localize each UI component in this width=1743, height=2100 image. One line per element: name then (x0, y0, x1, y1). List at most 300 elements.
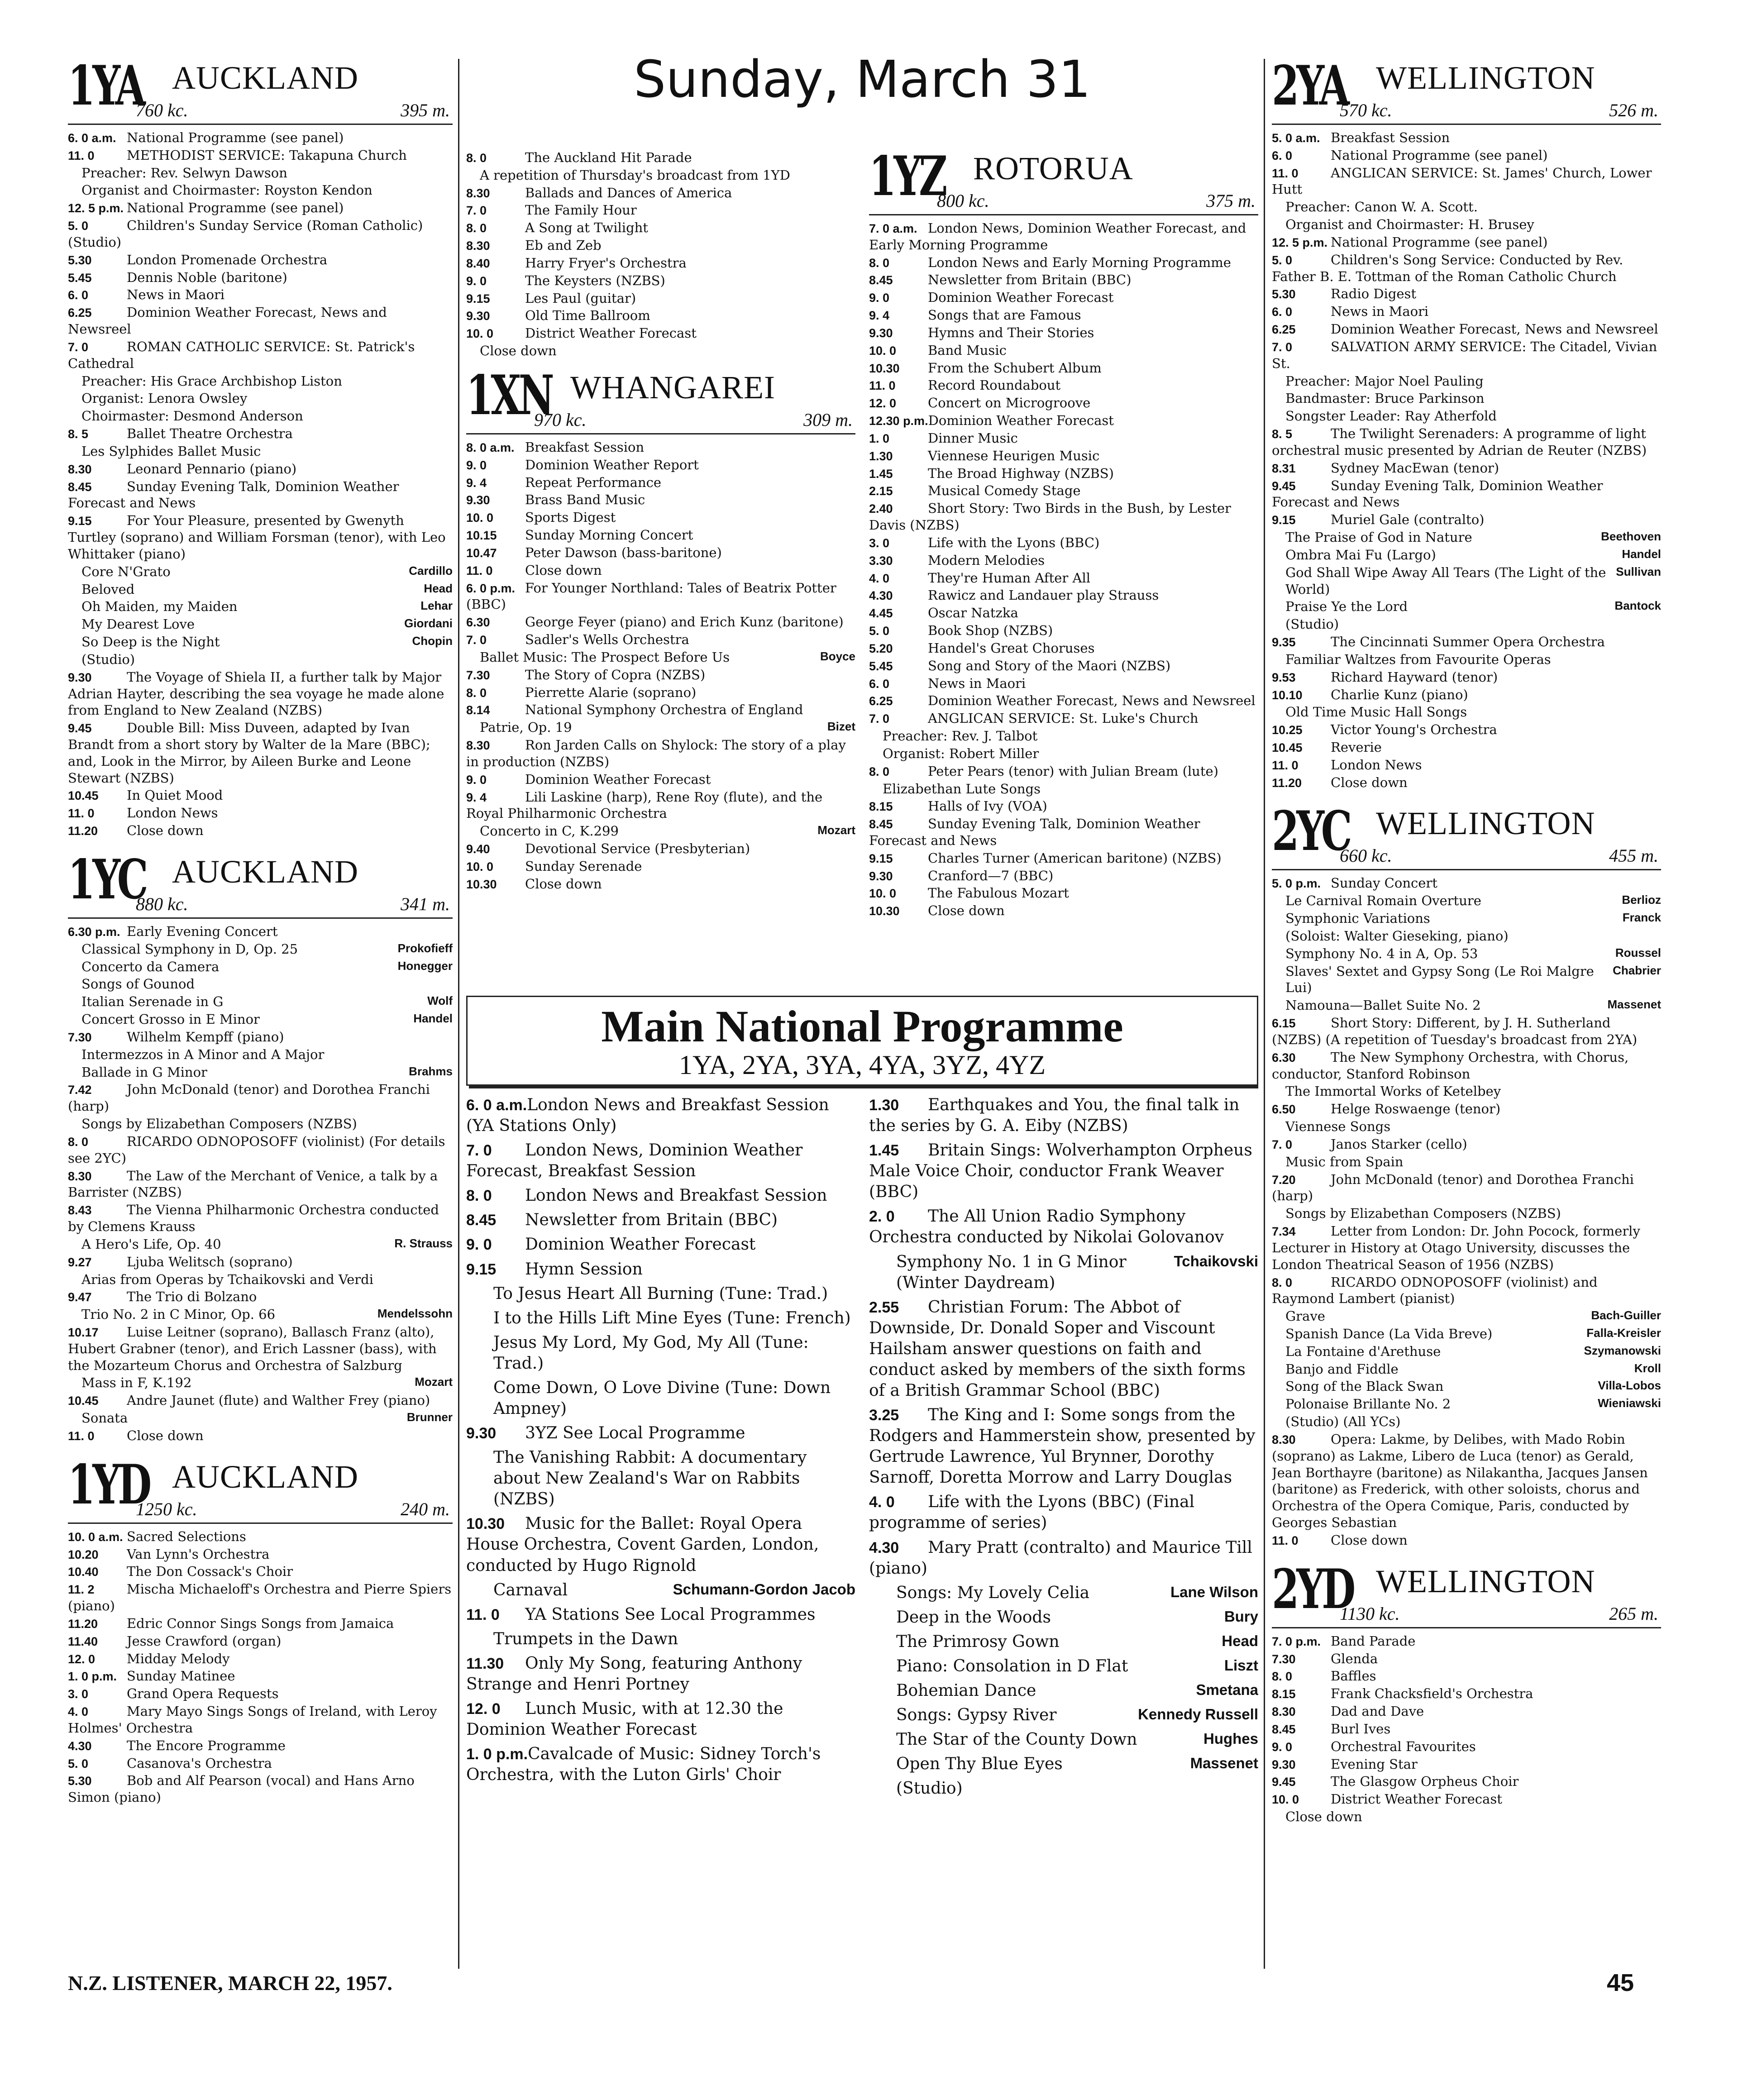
programme-entry (869, 500, 1258, 534)
programme-entry (466, 1284, 855, 1304)
entry-text: Classical Symphony in D, Op. 25 (81, 941, 298, 957)
entry-text: Earthquakes and You, the final talk in the series by G. A. Eiby (NZBS) (869, 1096, 1240, 1136)
entry-text: Evening Star (1331, 1756, 1418, 1772)
programme-entry (869, 745, 1258, 762)
programme-entry (1272, 1154, 1661, 1170)
programme-entry (869, 1297, 1258, 1401)
entry-text: Come Down, O Love Divine (Tune: Down Ampney) (493, 1378, 831, 1418)
programme-entry (869, 1754, 1258, 1775)
entry-composer: Smetana (1196, 1681, 1258, 1699)
entry-text: London News (127, 805, 218, 821)
programme-entry (869, 395, 1258, 411)
entry-text: Open Thy Blue Eyes (896, 1755, 1063, 1774)
programme-entry (869, 868, 1258, 884)
entry-text: The Family Hour (525, 202, 637, 218)
entry-composer: Massenet (1607, 998, 1661, 1012)
mnp-right-column (869, 1095, 1258, 1803)
column-rule (1264, 59, 1265, 1969)
entry-text: Italian Serenade in G (81, 994, 224, 1010)
programme-entry (68, 200, 453, 216)
entry-time: 8. 5 (68, 427, 89, 441)
entry-time: 1.30 (869, 1097, 899, 1114)
station-s1yd (68, 1452, 453, 1806)
programme-entry (466, 771, 855, 788)
programme-entry (466, 1185, 855, 1206)
programme-entry (869, 465, 1258, 482)
entry-text: Carnaval (493, 1580, 568, 1599)
entry-composer: Hughes (1203, 1730, 1258, 1747)
entry-time: 10.17 (68, 1326, 99, 1339)
programme-entry (869, 412, 1258, 429)
entry-text: Song and Story of the Maori (NZBS) (928, 658, 1171, 673)
entry-text: National Programme (see panel) (1331, 234, 1548, 250)
programme-entry (1272, 1703, 1661, 1720)
entry-text: Ballet Theatre Orchestra (127, 426, 293, 442)
entry-time: 11.20 (1272, 776, 1302, 790)
programme-entry (466, 167, 855, 184)
mnp-title: Main National Programme (601, 1001, 1123, 1051)
entry-time: 9.15 (466, 291, 490, 305)
station-call-sign: 1XN (466, 363, 552, 427)
entry-time: 8. 0 (869, 256, 890, 270)
programme-entry (466, 737, 855, 770)
programme-entry (68, 373, 453, 390)
entry-text: Close down (525, 562, 602, 578)
station-wavelength: 395 m. (401, 100, 450, 120)
entry-text: The Keysters (NZBS) (525, 272, 665, 288)
entry-time: 10. 0 (466, 511, 494, 525)
entry-composer: Szymanowski (1584, 1343, 1661, 1357)
entry-text: London News and Early Morning Programme (928, 254, 1231, 270)
entry-text: Close down (127, 1427, 204, 1443)
entry-text: To Jesus Heart All Burning (Tune: Trad.) (493, 1284, 828, 1303)
footer-page-number: 45 (1607, 1969, 1634, 1996)
programme-entry (68, 1668, 453, 1685)
programme-entry (1272, 252, 1661, 285)
entry-text: Old Time Ballroom (525, 308, 650, 324)
entry-text: Sunday Evening Talk, Dominion Weather Forecast and News (869, 816, 1200, 848)
entry-time: 4.30 (869, 1539, 899, 1556)
programme-entry (68, 1306, 453, 1323)
entry-time: 10.15 (466, 529, 497, 543)
entry-time: 5. 0 (1272, 253, 1293, 267)
entry-text: Grave (1285, 1308, 1325, 1324)
entry-time: 6. 0 p.m. (466, 581, 516, 595)
entry-text: Hymns and Their Stories (928, 325, 1094, 340)
entry-time: 11. 0 (68, 1429, 95, 1443)
entry-time: 7. 0 (1272, 340, 1293, 354)
entry-text: ANGLICAN SERVICE: St. James' Church, Lower Hutt (1272, 165, 1652, 197)
programme-entry (1272, 1413, 1661, 1430)
programme-entry (466, 876, 855, 892)
entry-time: 10. 0 a.m. (68, 1530, 123, 1544)
entry-text: Life with the Lyons (BBC) (928, 535, 1100, 550)
entry-text: Trio No. 2 in C Minor, Op. 66 (81, 1307, 276, 1322)
programme-entry (68, 1324, 453, 1374)
entry-time: 7. 0 (466, 1142, 492, 1160)
entry-time: 7.42 (68, 1083, 92, 1097)
entry-time: 8. 0 (68, 1135, 89, 1149)
entry-text: The New Symphony Orchestra, with Chorus, conductor, Stanford Robinson (1272, 1049, 1629, 1082)
station-frequency: 970 kc. (534, 409, 587, 430)
programme-entry (1272, 1136, 1661, 1153)
entry-time: 3. 0 (869, 536, 890, 550)
entry-text: Devotional Service (Presbyterian) (525, 840, 750, 856)
programme-entry (1272, 1343, 1661, 1360)
entry-time: 11.30 (466, 1655, 504, 1672)
entry-text: Charles Turner (American baritone) (NZBS) (928, 850, 1222, 866)
entry-text: The Voyage of Shiela II, a further talk by Major Adrian Hayter, describing the sea voyage he made alone from England to New Zealand (NZBS) (68, 669, 444, 718)
entry-time: 9. 0 (466, 274, 487, 288)
entry-time: 3. 0 (68, 1687, 89, 1701)
entry-text: A repetition of Thursday's broadcast from 1YD (480, 167, 790, 183)
entry-text: Familiar Waltzes from Favourite Operas (1285, 651, 1551, 667)
programme-entry (869, 658, 1258, 674)
entry-time: 9. 4 (869, 309, 890, 323)
programme-entry (1272, 739, 1661, 756)
entry-text: Luise Leitner (soprano), Ballasch Franz (alto), Hubert Grabner (tenor), and Erich Lassner (bass), with the Mozarteum Chorus and Orchestra of Salzburg (68, 1324, 437, 1373)
entry-composer: Giordani (404, 616, 453, 630)
entry-composer: Boyce (820, 649, 855, 663)
entry-text: National Programme (see panel) (127, 200, 344, 216)
station-rule (1272, 869, 1661, 870)
entry-time: 6.25 (1272, 323, 1296, 337)
entry-time: 9. 4 (466, 476, 487, 490)
entry-text: Intermezzos in A Minor and A Major (81, 1046, 325, 1062)
programme-entry (466, 823, 855, 840)
station-rule (869, 214, 1258, 215)
entry-text: Songs: Gypsy River (896, 1706, 1057, 1725)
entry-text: Dominion Weather Forecast (928, 290, 1114, 305)
entry-time: 11.40 (68, 1634, 98, 1648)
entry-text: Bohemian Dance (896, 1681, 1036, 1700)
programme-entry (68, 1064, 453, 1081)
entry-composer: Wolf (427, 994, 453, 1008)
entry-time: 9.30 (869, 326, 893, 340)
entry-text: From the Schubert Album (928, 360, 1102, 376)
programme-entry (869, 798, 1258, 815)
entry-text: Mary Mayo Sings Songs of Ireland, with Leroy Holmes' Orchestra (68, 1704, 437, 1736)
programme-entry (869, 360, 1258, 377)
entry-time: 5.30 (68, 253, 92, 267)
entry-text: Sonata (81, 1410, 128, 1426)
entry-time: 9.45 (68, 721, 92, 735)
entry-time: 10.45 (1272, 740, 1303, 754)
entry-time: 8.15 (1272, 1687, 1296, 1701)
entry-text: Sydney MacEwan (tenor) (1331, 460, 1499, 476)
entry-composer: Brunner (406, 1410, 453, 1424)
programme-entry (466, 789, 855, 822)
entry-time: 8.43 (68, 1203, 92, 1217)
programme-entry (1272, 1223, 1661, 1273)
entry-text: The Broad Highway (NZBS) (928, 465, 1114, 481)
entry-composer: Sullivan (1616, 564, 1661, 578)
entry-time: 4.30 (68, 1739, 92, 1753)
entry-time: 8.31 (1272, 461, 1296, 475)
station-call-sign: 2YC (1272, 799, 1350, 864)
programme-entry (1272, 234, 1661, 251)
entry-time: 11. 0 (68, 148, 95, 162)
entry-text: Early Evening Concert (127, 923, 278, 939)
entry-text: (Studio) (1285, 616, 1339, 632)
entry-text: Sunday Matinee (127, 1668, 235, 1684)
programme-entry (869, 1583, 1258, 1604)
programme-entry (68, 1563, 453, 1580)
entry-composer: Lehar (420, 599, 453, 613)
programme-entry (1272, 616, 1661, 633)
programme-entry (1272, 129, 1661, 146)
entry-text: Mischa Michaeloff's Orchestra and Pierre Spiers (piano) (68, 1581, 452, 1614)
station-city: WELLINGTON (1376, 805, 1595, 842)
entry-time: 5.30 (1272, 287, 1296, 301)
entry-text: Sunday Evening Talk, Dominion Weather Forecast and News (68, 478, 399, 511)
entry-text: Charlie Kunz (piano) (1331, 687, 1468, 702)
programme-entry (466, 1259, 855, 1280)
programme-entry (68, 1375, 453, 1391)
entry-time: 7.20 (1272, 1173, 1296, 1187)
station-frequency: 660 kc. (1340, 845, 1392, 866)
entry-time: 8.45 (466, 1212, 497, 1229)
entry-text: Les Sylphides Ballet Music (81, 443, 261, 459)
programme-entry (1272, 875, 1661, 892)
station-frequency: 760 kc. (136, 100, 188, 120)
programme-entry (68, 1236, 453, 1253)
entry-text: Songs by Elizabethan Composers (NZBS) (81, 1116, 357, 1132)
entry-text: Breakfast Session (525, 439, 645, 455)
entry-text: Dominion Weather Forecast, News and Newsreel (1331, 321, 1658, 337)
footer-publication: N.Z. LISTENER, MARCH 22, 1957. (68, 1971, 392, 1995)
programme-entry (68, 182, 453, 199)
programme-entry (869, 289, 1258, 306)
entry-time: 8.30 (466, 186, 490, 200)
station-s1yz (869, 149, 1258, 919)
entry-text: News in Maori (928, 675, 1026, 691)
programme-entry (1272, 928, 1661, 945)
programme-entry (68, 147, 453, 164)
entry-time: 4. 0 (68, 1705, 89, 1719)
programme-entry (68, 651, 453, 668)
programme-entry (869, 1095, 1258, 1136)
entry-time: 4.30 (869, 589, 893, 603)
entry-text: Oscar Natzka (928, 605, 1018, 621)
entry-text: Halls of Ivy (VOA) (928, 798, 1047, 814)
entry-time: 6.15 (1272, 1017, 1296, 1031)
programme-entry (1272, 1431, 1661, 1531)
programme-entry (1272, 373, 1661, 390)
entry-text: Ron Jarden Calls on Shylock: The story of a play in production (NZBS) (466, 737, 846, 769)
programme-entry (1272, 1274, 1661, 1308)
entry-text: Piano: Consolation in D Flat (896, 1656, 1128, 1675)
programme-entry (68, 720, 453, 786)
programme-entry (466, 474, 855, 491)
entry-text: Bob and Alf Pearson (vocal) and Hans Arno Simon (piano) (68, 1773, 415, 1805)
entry-time: 9.30 (466, 309, 490, 323)
entry-time: 9.30 (466, 493, 490, 507)
programme-entry (68, 1410, 453, 1427)
entry-text: Children's Sunday Service (Roman Catholic) (Studio) (68, 218, 423, 250)
entry-time: 2.40 (869, 502, 893, 516)
entry-text: Les Paul (guitar) (525, 290, 636, 306)
entry-text: Bandmaster: Bruce Parkinson (1285, 391, 1485, 406)
programme-entry (466, 255, 855, 272)
entry-text: Organist and Choirmaster: H. Brusey (1285, 217, 1534, 233)
entry-text: George Feyer (piano) and Erich Kunz (baritone) (525, 614, 844, 630)
entry-time: 6. 0 a.m. (68, 131, 116, 145)
programme-entry (1272, 651, 1661, 668)
programme-entry (466, 325, 855, 342)
entry-time: 8. 0 (466, 151, 487, 165)
programme-entry (466, 1234, 855, 1255)
programme-entry (68, 1427, 453, 1444)
programme-entry (466, 1447, 855, 1510)
programme-entry (869, 482, 1258, 499)
entry-time: 10.40 (68, 1565, 99, 1579)
entry-time: 1.30 (869, 449, 893, 463)
programme-entry (68, 822, 453, 839)
entry-text: Peter Dawson (bass-baritone) (525, 544, 722, 560)
entry-text: Songs of Gounod (81, 976, 195, 992)
entry-time: 9.45 (1272, 479, 1296, 493)
programme-entry (68, 669, 453, 719)
programme-entry (1272, 460, 1661, 477)
station-frequency: 1130 kc. (1340, 1603, 1400, 1624)
entry-composer: R. Strauss (394, 1236, 453, 1250)
programme-entry (68, 165, 453, 181)
entry-text: Close down (127, 823, 204, 839)
programme-entry (68, 923, 453, 940)
entry-composer: Mendelssohn (377, 1307, 453, 1321)
entry-text: Close down (1331, 1532, 1408, 1548)
entry-text: Spanish Dance (La Vida Breve) (1285, 1326, 1493, 1341)
entry-composer: Handel (413, 1012, 453, 1026)
programme-entry (68, 425, 453, 442)
programme-entry (1272, 721, 1661, 738)
entry-composer: Wieniawski (1598, 1396, 1661, 1410)
entry-text: Midday Melody (127, 1651, 230, 1666)
entry-text: Ombra Mai Fu (Largo) (1285, 547, 1436, 563)
programme-entry (68, 976, 453, 993)
station-city: AUCKLAND (172, 853, 358, 890)
programme-entry (1272, 1685, 1661, 1702)
station-city: WELLINGTON (1376, 1563, 1595, 1599)
entry-time: 12. 0 (68, 1652, 96, 1666)
entry-time: 7. 0 (466, 633, 487, 647)
entry-time: 2. 0 (869, 1208, 895, 1226)
entry-text: Letter from London: Dr. John Pocock, formerly Lecturer in History at Otago University, discusses the London Theatrical Season of 1956 (NZBS) (1272, 1223, 1640, 1272)
entry-time: 9.53 (1272, 670, 1296, 684)
entry-text: The Vanishing Rabbit: A documentary about New Zealand's War on Rabbits (NZBS) (493, 1448, 807, 1509)
entry-time: 9. 0 (466, 458, 487, 472)
entry-text: Book Shop (NZBS) (928, 623, 1053, 639)
entry-text: Richard Hayward (tenor) (1331, 669, 1498, 685)
programme-entry (466, 840, 855, 857)
entry-time: 3.30 (869, 554, 893, 568)
entry-time: 9.15 (466, 1260, 497, 1278)
programme-entry (68, 443, 453, 460)
station-header (1272, 1557, 1661, 1630)
entry-text: Repeat Performance (525, 474, 662, 490)
entry-time: 10.10 (1272, 688, 1303, 702)
entry-text: Close down (1285, 1809, 1362, 1825)
main-national-programme-panel (466, 996, 1258, 1982)
entry-text: For Younger Northland: Tales of Beatrix Potter (BBC) (466, 580, 836, 612)
entry-time: 2.55 (869, 1298, 899, 1316)
programme-entry (1272, 1532, 1661, 1549)
page-date-heading: Sunday, March 31 (634, 50, 1091, 109)
entry-text: A Hero's Life, Op. 40 (81, 1236, 221, 1252)
entry-text: I to the Hills Lift Mine Eyes (Tune: French) (493, 1308, 851, 1327)
entry-text: Casanova's Orchestra (127, 1755, 272, 1771)
programme-entry (466, 1513, 855, 1576)
programme-entry (68, 269, 453, 286)
entry-composer: Kennedy Russell (1138, 1706, 1258, 1723)
entry-text: Banjo and Fiddle (1285, 1361, 1399, 1377)
programme-entry (1272, 321, 1661, 338)
column-3 (869, 149, 1258, 1082)
station-wavelength: 526 m. (1609, 100, 1658, 120)
entry-time: 11.20 (68, 1617, 98, 1631)
entry-text: Preacher: Rev. J. Talbot (883, 728, 1038, 744)
entry-time: 10. 0 (1272, 1793, 1299, 1807)
programme-entry (68, 1685, 453, 1702)
programme-entry (466, 492, 855, 508)
entry-time: 9. 0 (869, 291, 890, 305)
station-city: AUCKLAND (172, 60, 358, 96)
entry-time: 10. 0 (466, 859, 494, 873)
station-wavelength: 240 m. (401, 1499, 450, 1519)
programme-entry (1272, 199, 1661, 215)
programme-entry (1272, 704, 1661, 721)
entry-text: Band Parade (1331, 1633, 1416, 1649)
entry-text: Andre Jaunet (flute) and Walther Frey (piano) (127, 1393, 430, 1408)
column-rule (458, 59, 459, 1969)
entry-text: For Your Pleasure, presented by Gwenyth Turtley (soprano) and William Forsman (tenor), with Leo Whittaker (piano) (68, 513, 446, 562)
entry-text: The All Union Radio Symphony Orchestra conducted by Nikolai Golovanov (869, 1207, 1224, 1247)
programme-entry (1272, 945, 1661, 962)
entry-text: Choirmaster: Desmond Anderson (81, 408, 303, 424)
programme-entry (68, 461, 453, 477)
entry-composer: Bantock (1614, 599, 1661, 613)
programme-entry (466, 457, 855, 473)
entry-composer: Bach-Guiller (1591, 1308, 1661, 1322)
programme-entry (869, 1705, 1258, 1726)
entry-text: Music for the Ballet: Royal Opera House Orchestra, Covent Garden, London, conducted by Hugo Rignold (466, 1514, 819, 1575)
column-1 (68, 59, 453, 1973)
entry-text: London Promenade Orchestra (127, 252, 328, 267)
entry-text: Polonaise Brillante No. 2 (1285, 1396, 1451, 1412)
entry-text: Core N'Grato (81, 563, 171, 579)
station-rule (1272, 1627, 1661, 1628)
entry-text: Dad and Dave (1331, 1704, 1424, 1719)
programme-entry (1272, 1809, 1661, 1825)
entry-composer: Massenet (1190, 1755, 1258, 1772)
station-rule (1272, 124, 1661, 125)
programme-entry (1272, 477, 1661, 511)
programme-entry (1272, 687, 1661, 703)
station-call-sign: 2YD (1272, 1557, 1353, 1621)
entry-text: Children's Song Service: Conducted by Rev. Father B. E. Tottman of the Roman Catholic Church (1272, 252, 1624, 284)
entry-time: 8.45 (1272, 1722, 1296, 1736)
entry-time: 6. 0 (68, 288, 89, 302)
entry-text: Dominion Weather Forecast, News and Newsreel (928, 693, 1256, 709)
programme-entry (466, 684, 855, 701)
programme-entry (466, 631, 855, 648)
entry-text: Beloved (81, 581, 135, 597)
programme-entry (1272, 147, 1661, 164)
entry-time: 9. 0 (466, 1236, 492, 1254)
entry-time: 7. 0 (1272, 1137, 1293, 1151)
programme-entry (466, 1580, 855, 1601)
